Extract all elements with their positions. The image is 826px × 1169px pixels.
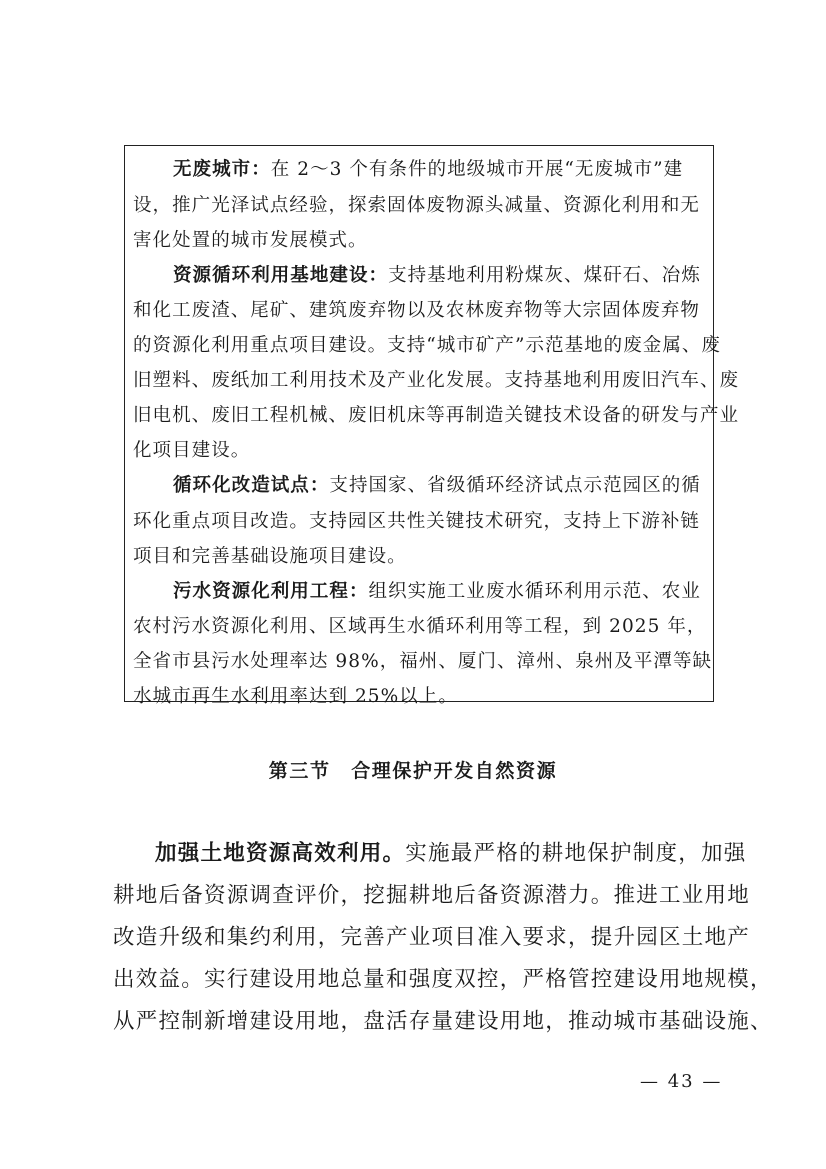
p2-line-2: 和化工废渣、尾矿、建筑废弃物以及农林废弃物等大宗固体废弃物 [133, 300, 700, 321]
main-line-4: 出效益。实行建设用地总量和强度双控，严格管控建设用地规模， [113, 967, 773, 992]
main-line-1: 加强土地资源高效利用。实施最严格的耕地保护制度，加强 [155, 841, 747, 866]
p4-title: 污水资源化利用工程： [173, 581, 369, 602]
p4-line-3: 全省市县污水处理率达 98%，福州、厦门、漳州、泉州及平潭等缺 [133, 651, 713, 672]
p2-line-5: 旧电机、废旧工程机械、废旧机床等再制造关键技术设备的研发与产业 [133, 405, 740, 426]
p2-title: 资源循环利用基地建设： [173, 265, 389, 286]
main-line-5: 从严控制新增建设用地，盘活存量建设用地，推动城市基础设施、 [113, 1009, 773, 1034]
p2-line-1: 资源循环利用基地建设：支持基地利用粉煤灰、煤矸石、冶炼 [173, 265, 701, 286]
p4-line-2: 农村污水资源化利用、区域再生水循环利用等工程，到 2025 年， [133, 616, 707, 637]
p3-line-1: 循环化改造试点：支持国家、省级循环经济试点示范园区的循 [173, 475, 701, 496]
p3-line-2: 环化重点项目改造。支持园区共性关键技术研究，支持上下游补链 [133, 511, 700, 532]
section-heading: 第三节 合理保护开发自然资源 [268, 760, 558, 782]
p2-line-4: 旧塑料、废纸加工利用技术及产业化发展。支持基地利用废旧汽车、废 [133, 370, 740, 391]
p1-line-1: 无废城市：在 2～3 个有条件的地级城市开展“无废城市”建 [173, 159, 684, 180]
p3-title: 循环化改造试点： [173, 475, 330, 496]
p4-line-1: 污水资源化利用工程：组织实施工业废水循环利用示范、农业 [173, 581, 701, 602]
p4-line-4: 水城市再生水利用率达到 25%以上。 [133, 686, 458, 707]
p3-line-3: 项目和完善基础设施项目建设。 [133, 546, 407, 567]
p2-line-3: 的资源化利用重点项目建设。支持“城市矿产”示范基地的废金属、废 [133, 335, 721, 356]
main-title: 加强土地资源高效利用。 [155, 841, 406, 866]
p2-line-6: 化项目建设。 [133, 440, 251, 461]
page-number: — 43 — [640, 1071, 723, 1092]
text-box [124, 145, 740, 707]
main-line-2: 耕地后备资源调查评价，挖掘耕地后备资源潜力。推进工业用地 [113, 883, 751, 908]
p1-line-3: 害化处置的城市发展模式。 [133, 230, 368, 251]
main-line-3: 改造升级和集约利用，完善产业项目准入要求，提升园区土地产 [113, 925, 751, 950]
p1-title: 无废城市： [173, 159, 271, 180]
p1-line-2: 设，推广光泽试点经验，探索固体废物源头减量、资源化利用和无 [133, 195, 700, 216]
